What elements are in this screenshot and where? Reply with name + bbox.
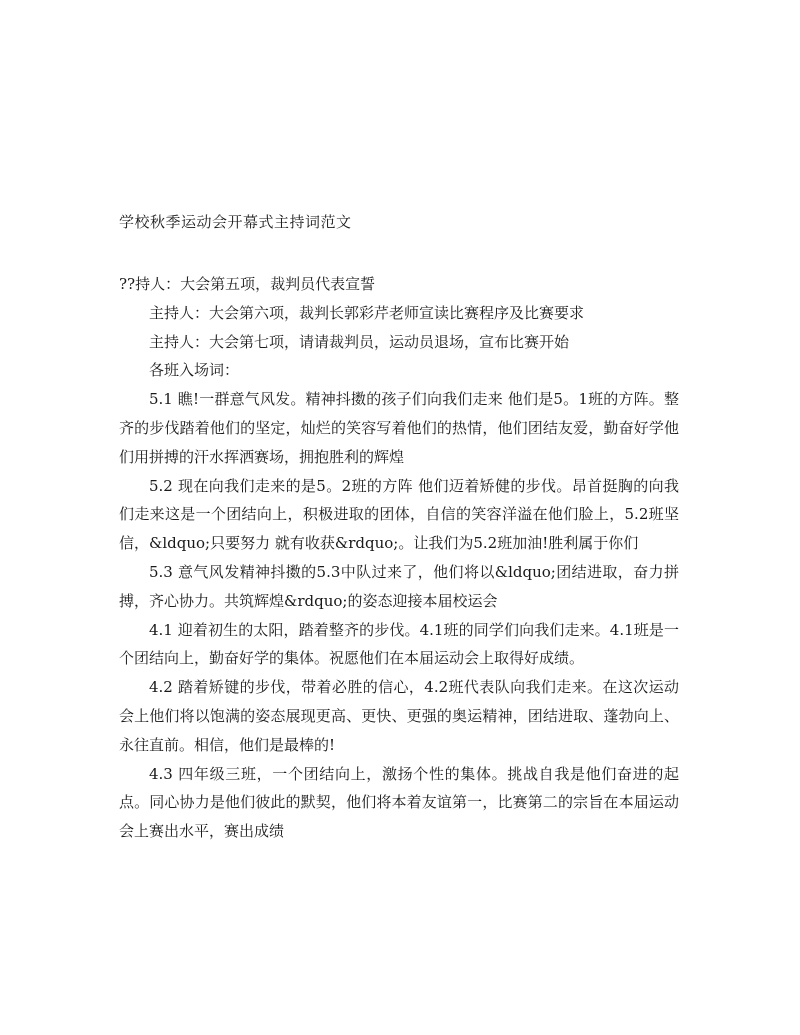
paragraph-class-4-2: 4.2 踏着矫键的步伐，带着必胜的信心，4.2班代表队向我们走来。在这次运动会上他们将以饱满的姿态展现更高、更快、更强的奥运精神，团结进取、蓬勃向上、永往直前。相信，他们是最棒的! bbox=[119, 678, 679, 754]
paragraph-class-5-2: 5.2 现在向我们走来的是5。2班的方阵 他们迈着矫健的步伐。昂首挺胸的向我们走来这是一个团结向上，积极进取的团体，自信的笑容洋溢在他们脸上，5.2班坚信，&ldquo;只要努力 就有收获&rdquo;。让我们为5.2班加油!胜利属于你们 bbox=[119, 476, 679, 553]
paragraph-class-4-3: 4.3 四年级三班，一个团结向上，激扬个性的集体。挑战自我是他们奋进的起点。同心协力是他们彼此的默契，他们将本着友谊第一，比赛第二的宗旨在本届运动会上赛出水平，赛出成绩 bbox=[119, 764, 679, 841]
paragraph-class-4-1: 4.1 迎着初生的太阳，踏着整齐的步伐。4.1班的同学们向我们走来。4.1班是一个团结向上，勤奋好学的集体。祝愿他们在本届运动会上取得好成绩。 bbox=[119, 620, 679, 668]
paragraph-class-5-3: 5.3 意气风发精神抖擞的5.3中队过来了，他们将以&ldquo;团结进取，奋力拼搏，齐心协力。共筑辉煌&rdquo;的姿态迎接本届校运会 bbox=[119, 562, 679, 610]
paragraph-entry-heading: 各班入场词： bbox=[149, 361, 240, 380]
paragraph-class-5-1: 5.1 瞧!一群意气风发。精神抖擞的孩子们向我们走来 他们是5。1班的方阵。整齐的步伐踏着他们的坚定，灿烂的笑容写着他们的热情，他们团结友爱，勤奋好学他们用拼搏的汗水挥洒赛场，拥抱胜利的辉煌 bbox=[119, 390, 679, 466]
paragraph-start: 主持人：大会第七项，请请裁判员，运动员退场，宣布比赛开始 bbox=[149, 332, 570, 351]
document-title: 学校秋季运动会开幕式主持词范文 bbox=[119, 213, 352, 231]
paragraph-oath: ??持人：大会第五项，裁判员代表宣誓 bbox=[119, 275, 376, 293]
paragraph-rules: 主持人：大会第六项，裁判长郭彩芹老师宣读比赛程序及比赛要求 bbox=[149, 303, 585, 322]
document-body bbox=[119, 270, 679, 846]
